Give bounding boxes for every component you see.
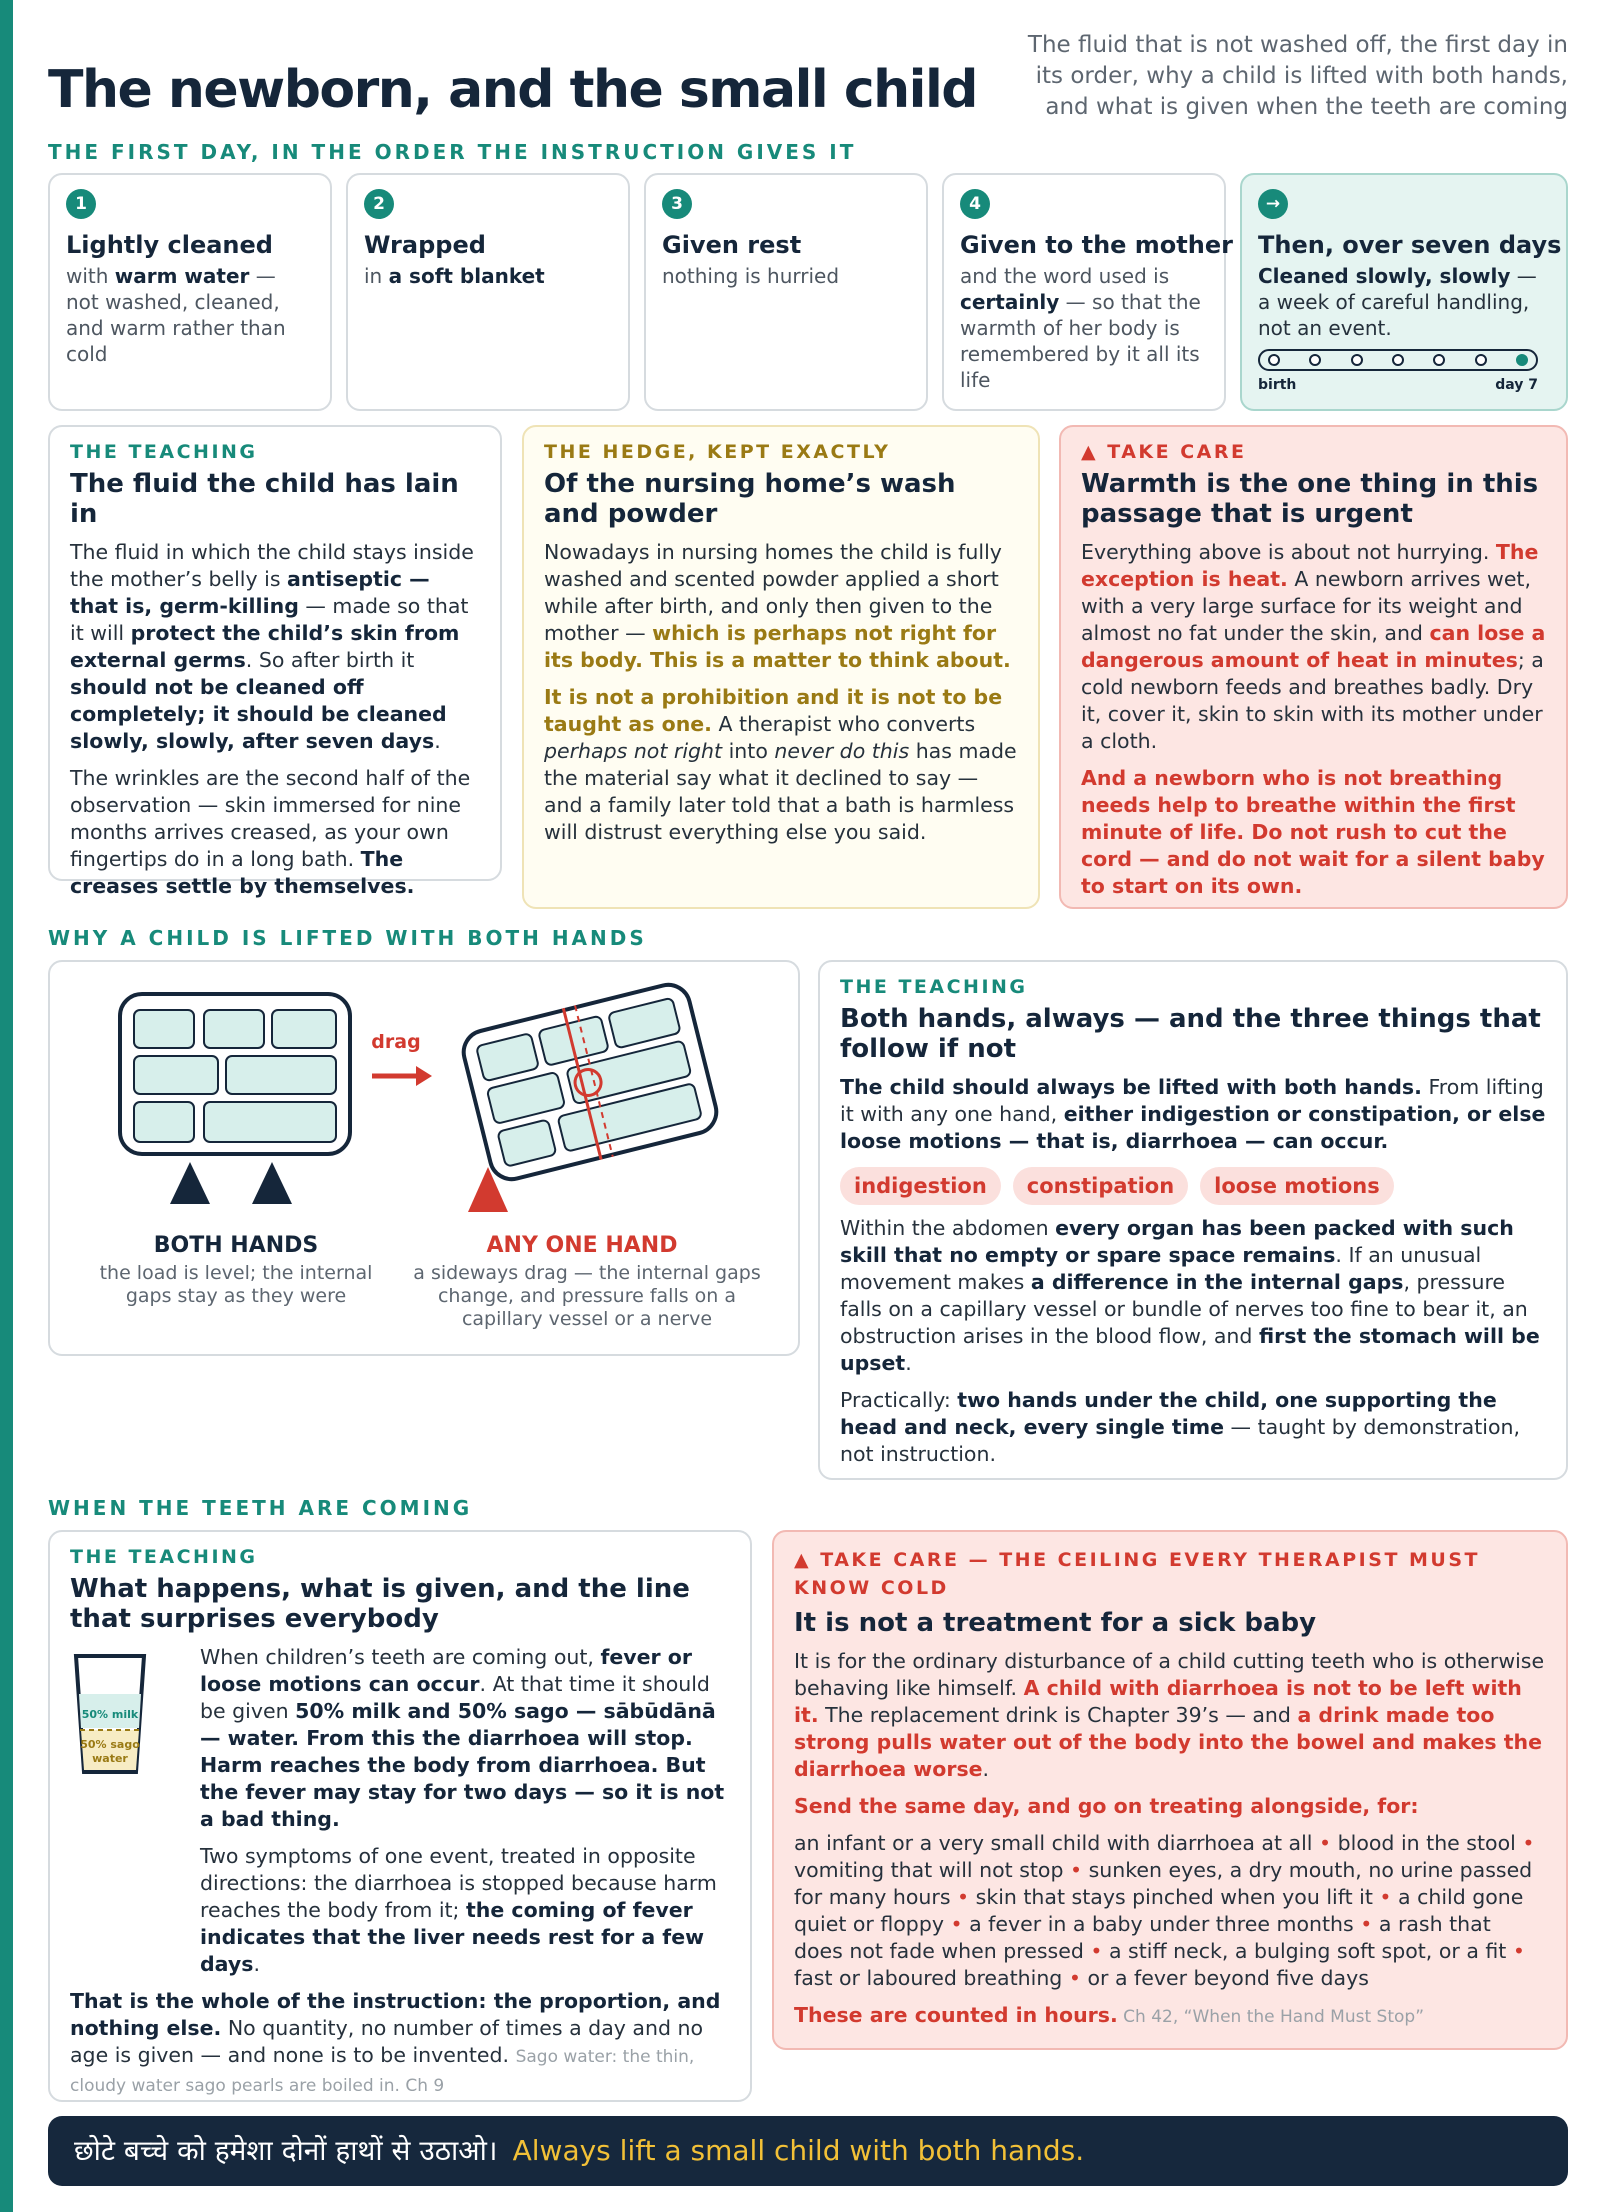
step-title: Lightly cleaned — [66, 231, 273, 259]
hand-support-right-icon — [252, 1162, 292, 1204]
eyebrow: ▲ TAKE CARE — THE CEILING EVERY THERAPIST MUST KNOW COLD — [794, 1549, 1480, 1599]
timeline-day-dot — [1309, 354, 1321, 366]
teeth-paragraph-2: Two symptoms of one event, treated in opposite directions: the diarrhoea is stopped because harm reaches the body from it; the coming of fever indicates that the liver needs rest for a few days. — [200, 1844, 717, 1976]
warmth-paragraph-1: Everything above is about not hurrying. The exception is heat. A newborn arrives wet, with a very large surface for its weight and almost no fat under the skin, and can lose a dangerous amount of heat in minutes; a cold newborn feeds and breathes badly. Dry it, cover it, skin to skin with its mother under a cloth. — [1081, 540, 1546, 753]
teeth-paragraph-3: That is the whole of the instruction: the proportion, and nothing else. No quantity, no number of times a day and no age is given — and none is to be invented. Sago water: the thin, cloudy water sago pearls are boiled in. Ch 9 — [70, 1989, 721, 2096]
drag-label: drag — [371, 1031, 421, 1053]
sign-separator: • — [1083, 1939, 1109, 1963]
accent-bar — [0, 0, 13, 2212]
sign-separator: • — [1353, 1912, 1379, 1936]
timeline-end-label: day 7 — [1495, 377, 1538, 393]
step-card-2 — [346, 173, 630, 411]
step-text: with warm water — not washed, cleaned, and warm rather than cold — [66, 264, 286, 366]
step-text: nothing is hurried — [662, 264, 840, 288]
drag-arrow-icon — [416, 1066, 432, 1086]
hands-paragraph-1: The child should always be lifted with both hands. From lifting it with any one hand, either indigestion or constipation, or else loose motions — that is, diarrhoea — can occur. — [840, 1075, 1546, 1153]
hedge-card — [522, 425, 1040, 909]
warning-sign: a stiff neck, a bulging soft spot, or a fit — [1108, 1939, 1507, 1963]
card-heading: The fluid the child has lain in — [70, 469, 459, 529]
fluid-paragraph-2: The wrinkles are the second half of the observation — skin immersed for nine months arrives creased, as your own fingertips do in a long bath. The creases settle by themselves. — [70, 766, 471, 898]
step-text: and the word used is certainly — so that the warmth of her body is remembered by it all its life — [960, 264, 1201, 392]
seven-days-title: Then, over seven days — [1258, 231, 1562, 259]
arrow-icon: → — [1258, 189, 1288, 219]
timeline-day-dot — [1268, 354, 1280, 366]
timeline-start-label: birth — [1258, 377, 1297, 393]
card-heading: Of the nursing home’s wash and powder — [544, 469, 956, 529]
ceiling-paragraph-4: These are counted in hours. Ch 42, “When the Hand Must Stop” — [794, 2003, 1424, 2027]
timeline-day-dot — [1516, 354, 1528, 366]
page-title: The newborn, and the small child — [48, 60, 978, 120]
lifting-diagram-card — [48, 960, 800, 1356]
card-heading: It is not a treatment for a sick baby — [794, 1608, 1317, 1638]
warning-sign: a rash that does not fade when pressed — [794, 1912, 1491, 1963]
ceiling-card — [772, 1530, 1568, 2050]
warning-sign: fast or laboured breathing — [794, 1966, 1063, 1990]
footer-banner — [48, 2116, 1568, 2186]
one-hand-title: ANY ONE HAND — [486, 1233, 678, 1258]
timeline-day-dot — [1475, 354, 1487, 366]
glass-label-sago: 50% sago — [80, 1738, 140, 1751]
timeline-day-dot — [1433, 354, 1445, 366]
sign-separator: • — [1062, 1966, 1088, 1990]
step-card-1 — [48, 173, 332, 411]
card-heading: What happens, what is given, and the line that surprises everybody — [70, 1574, 690, 1634]
sign-separator: • — [1372, 1885, 1398, 1909]
eyebrow: THE TEACHING — [840, 976, 1028, 998]
hand-support-left-icon — [170, 1162, 210, 1204]
sign-separator: • — [943, 1912, 970, 1936]
teeth-card — [48, 1530, 752, 2102]
sign-separator: • — [1312, 1831, 1338, 1855]
glass-icon — [70, 1650, 150, 1778]
fluid-card — [48, 425, 502, 898]
sign-separator: • — [1063, 1858, 1089, 1882]
hedge-paragraph-2: It is not a prohibition and it is not to be taught as one. A therapist who converts perhaps not right into never do this has made the material say what it declined to say — and a family later told that a bath is harmless will distrust everything else you said. — [544, 685, 1017, 844]
warning-sign: or a fever beyond five days — [1087, 1966, 1369, 1990]
footer-english: Always lift a small child with both hands. — [512, 2134, 1085, 2167]
footer-hindi: छोटे बच्चे को हमेशा दोनों हाथों से उठाओ। — [74, 2134, 498, 2167]
ceiling-paragraph-1: It is for the ordinary disturbance of a child cutting teeth who is otherwise behaving like himself. A child with diarrhoea is not to be left with it. The replacement drink is Chapter 39’s — and a drink made too strong pulls water out of the body into the bowel and makes the diarrhoea worse. — [794, 1649, 1545, 1781]
warning-signs-list — [794, 1830, 1546, 1992]
warning-sign: skin that stays pinched when you lift it — [975, 1885, 1373, 1909]
step-card-4 — [942, 173, 1233, 411]
one-hand-box — [459, 978, 722, 1185]
warning-sign: blood in the stool — [1337, 1831, 1516, 1855]
step-title: Wrapped — [364, 231, 486, 259]
step-number: 4 — [960, 189, 990, 219]
step-title: Given rest — [662, 231, 802, 259]
glass-label-water: water — [92, 1752, 128, 1765]
sign-separator: • — [950, 1885, 976, 1909]
chip-indigestion: indigestion — [840, 1167, 1001, 1205]
chip-loose-motions: loose motions — [1200, 1167, 1394, 1205]
timeline-day-dot — [1351, 354, 1363, 366]
both-hands-title: BOTH HANDS — [153, 1233, 319, 1258]
both-hands-caption: the load is level; the internal gaps stay as they were — [99, 1262, 373, 1307]
seven-days-text: Cleaned slowly, slowly — a week of careful handling, not an event. — [1258, 264, 1537, 340]
teeth-paragraph-1: When children’s teeth are coming out, fever or loose motions can occur. At that time it should be given 50% milk and 50% sago — sābūdānā — water. From this the diarrhoea will stop. Harm reaches the body from diarrhoea. But the fever may stay for two days — so it is not a bad thing. — [200, 1645, 725, 1831]
warning-sign: vomiting that will not stop — [794, 1858, 1064, 1882]
eyebrow: ▲ TAKE CARE — [1081, 441, 1247, 463]
symptom-chips — [840, 1167, 1546, 1205]
eyebrow: THE HEDGE, KEPT EXACTLY — [544, 441, 891, 463]
step-text: in a soft blanket — [364, 264, 545, 288]
warning-sign: sunken eyes, a dry mouth, no urine passed for many hours — [794, 1858, 1533, 1909]
section-label-lifting: WHY A CHILD IS LIFTED WITH BOTH HANDS — [48, 926, 647, 950]
section-label-first-day: THE FIRST DAY, IN THE ORDER THE INSTRUCTION GIVES IT — [48, 140, 857, 164]
warmth-paragraph-2: And a newborn who is not breathing needs help to breathe within the first minute of life. Do not rush to cut the cord — and do not wait for a silent baby to start on its own. — [1081, 766, 1545, 898]
ceiling-paragraph-2: Send the same day, and go on treating alongside, for: — [794, 1794, 1419, 1818]
step-title: Given to the mother — [960, 231, 1233, 259]
eyebrow: THE TEACHING — [70, 441, 258, 463]
sign-separator: • — [1515, 1831, 1535, 1855]
warning-sign: a fever in a baby under three months — [969, 1912, 1354, 1936]
chip-constipation: constipation — [1013, 1167, 1188, 1205]
step-number: 1 — [66, 189, 96, 219]
step-card-3 — [644, 173, 928, 411]
one-hand-caption: a sideways drag — the internal gaps change, and pressure falls on a capillary vessel or a nerve — [413, 1262, 761, 1330]
warning-sign: an infant or a very small child with diarrhoea at all — [794, 1831, 1313, 1855]
section-label-teeth: WHEN THE TEETH ARE COMING — [48, 1496, 473, 1520]
eyebrow: THE TEACHING — [70, 1546, 258, 1568]
warning-sign: a child gone quiet or floppy — [794, 1885, 1524, 1936]
page-subtitle: The fluid that is not washed off, the first day in its order, why a child is lifted with both hands, and what is given when the teeth are coming — [1027, 32, 1568, 120]
hands-teaching-card — [818, 960, 1568, 1480]
both-hands-box — [120, 994, 350, 1154]
seven-day-track — [1258, 349, 1538, 371]
card-heading: Warmth is the one thing in this passage that is urgent — [1081, 469, 1539, 529]
step-number: 3 — [662, 189, 692, 219]
card-heading: Both hands, always — and the three things that follow if not — [840, 1004, 1541, 1064]
sign-separator: • — [1506, 1939, 1525, 1963]
step-number: 2 — [364, 189, 394, 219]
warmth-card — [1059, 425, 1568, 909]
hands-paragraph-3: Practically: two hands under the child, one supporting the head and neck, every single time — taught by demonstration, not instruction. — [840, 1388, 1520, 1466]
fluid-paragraph-1: The fluid in which the child stays inside the mother’s belly is antiseptic — that is, germ-killing — made so that it will protect the child’s skin from external germs. So after birth it should not be cleaned off completely; it should be cleaned slowly, slowly, after seven days. — [70, 540, 474, 753]
glass-label-milk: 50% milk — [81, 1708, 139, 1721]
hands-paragraph-2: Within the abdomen every organ has been packed with such skill that no empty or spare space remains. If an unusual movement makes a difference in the internal gaps, pressure falls on a capillary vessel or bundle of nerves too fine to bear it, an obstruction arises in the blood flow, and first the stomach will be upset. — [840, 1216, 1540, 1375]
seven-days-card — [1240, 173, 1568, 411]
timeline-day-dot — [1392, 354, 1404, 366]
hedge-paragraph-1: Nowadays in nursing homes the child is fully washed and scented powder applied a short while after birth, and only then given to the mother — which is perhaps not right for its body. This is a matter to think about. — [544, 540, 1011, 672]
